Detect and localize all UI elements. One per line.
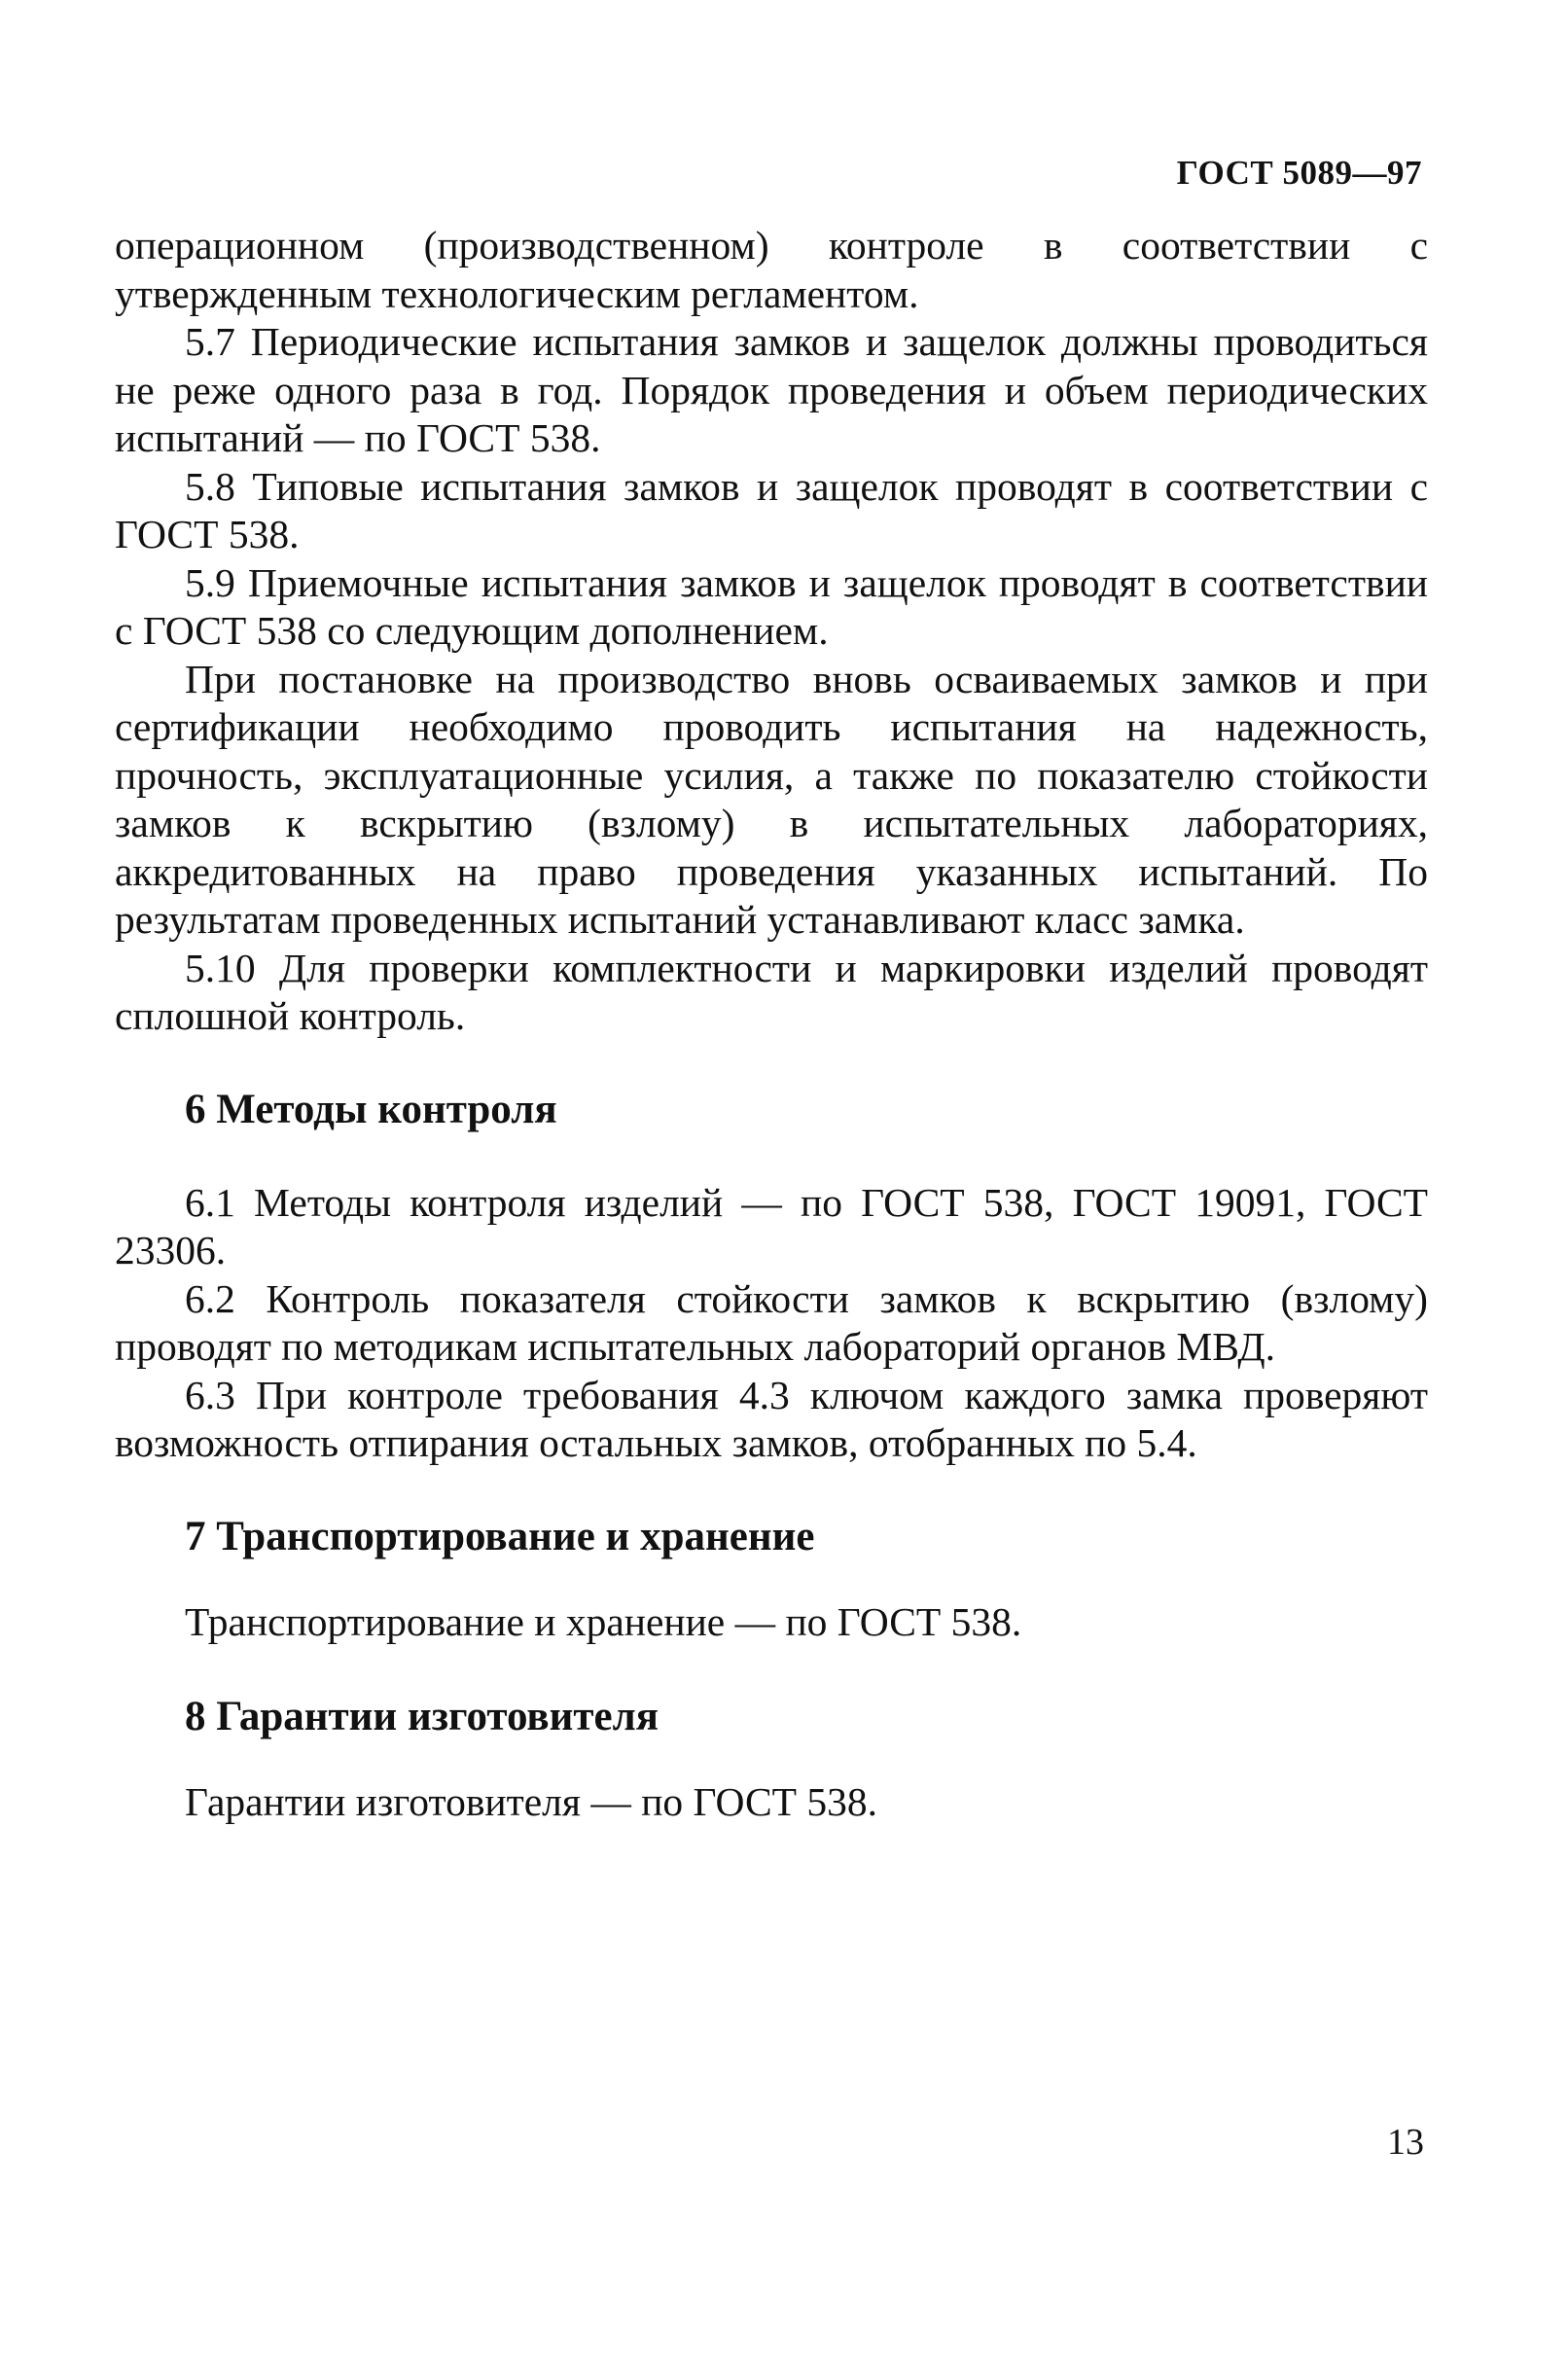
section-7-heading: 7 Транспортирование и хранение <box>185 1513 815 1559</box>
paragraph-5-8: 5.8 Типовые испытания замков и защелок проводят в соответствии с ГОСТ 538. <box>115 463 1428 556</box>
section-6-heading: 6 Методы контроля <box>185 1086 557 1132</box>
paragraph-continuation: операционном (производственном) контроле в соответствии с утвержденным технологическим регламентом. <box>115 223 1428 316</box>
paragraph-6-1: 6.1 Методы контроля изделий — по ГОСТ 538, ГОСТ 19091, ГОСТ 23306. <box>115 1179 1428 1272</box>
paragraph-6-2: 6.2 Контроль показателя стойкости замков к вскрытию (взлому) проводят по методикам испытательных лабораторий органов МВД. <box>115 1275 1428 1369</box>
paragraph-7-text: Транспортирование и хранение — по ГОСТ 538. <box>185 1598 1022 1644</box>
paragraph-5-10: 5.10 Для проверки комплектности и маркировки изделий проводят сплошной контроль. <box>115 945 1428 1038</box>
page-body <box>115 222 1428 1827</box>
paragraph-8-text: Гарантии изготовителя — по ГОСТ 538. <box>185 1779 878 1824</box>
paragraph-5-9-addition: При постановке на производство вновь осваиваемых замков и при сертификации необходимо проводить испытания на надежность, прочность, эксплуатационные усилия, а также по показателю стойкости замков к вскрытию (взлому) в испытательных лабораториях, аккредитованных на право проведения указанных испытаний. По результатам проведенных испытаний устанавливают класс замка. <box>115 656 1428 942</box>
document-code-header: ГОСТ 5089—97 <box>1176 154 1422 192</box>
section-8-heading: 8 Гарантии изготовителя <box>185 1694 659 1739</box>
paragraph-5-9: 5.9 Приемочные испытания замков и защелок проводят в соответствии с ГОСТ 538 со следующим дополнением. <box>115 559 1428 653</box>
paragraph-6-3: 6.3 При контроле требования 4.3 ключом каждого замка проверяют возможность отпирания остальных замков, отобранных по 5.4. <box>115 1372 1428 1465</box>
paragraph-5-7: 5.7 Периодические испытания замков и защелок должны проводиться не реже одного раза в год. Порядок проведения и объем периодических испытаний — по ГОСТ 538. <box>115 319 1428 460</box>
page-number: 13 <box>1387 2122 1424 2163</box>
